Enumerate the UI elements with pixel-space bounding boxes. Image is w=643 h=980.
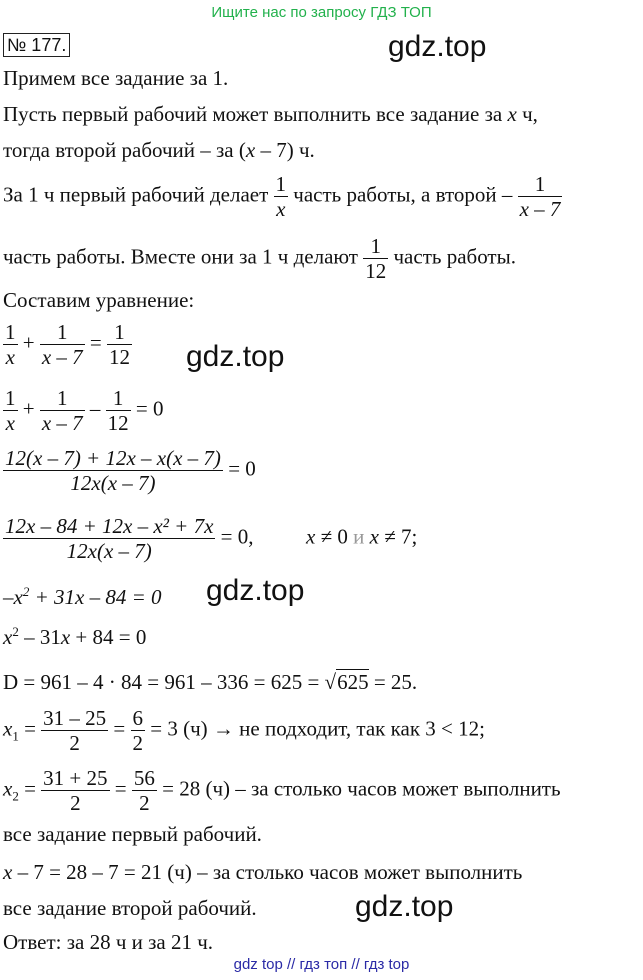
equation: $x^2 - 31x + 84 = 0$ xyxy=(3,624,147,649)
numerator: 56 xyxy=(133,766,155,790)
equation xyxy=(3,446,256,495)
variable: x xyxy=(507,102,517,126)
numerator: 1 xyxy=(275,172,287,196)
text-line xyxy=(3,860,522,885)
operator: + xyxy=(17,330,40,355)
text-line xyxy=(3,102,538,127)
numerator: 1 xyxy=(5,320,16,344)
denominator: x xyxy=(3,410,18,435)
variable: x xyxy=(245,138,256,162)
text-fragment: ч, xyxy=(516,102,538,126)
numerator: 1 xyxy=(112,386,124,410)
operator: = 0 xyxy=(130,396,164,421)
text-line xyxy=(3,172,562,221)
denominator: 12 xyxy=(109,345,131,369)
watermark: gdz.top xyxy=(388,30,487,63)
numerator: 1 xyxy=(5,386,16,410)
text-fragment: D = 961 – 4 · 84 = 961 – 336 = 625 = xyxy=(3,670,325,694)
operator: + xyxy=(17,396,40,421)
denominator: 2 xyxy=(41,730,108,755)
text-fragment: – 7 = 28 – 7 = 21 (ч) – за столько часов может выполнить xyxy=(12,860,523,884)
equation xyxy=(3,766,561,815)
text-line: Составим уравнение: xyxy=(3,288,195,312)
site-footer: gdz top // гдз топ // гдз top xyxy=(233,956,410,973)
numerator: 6 xyxy=(132,706,144,730)
equation: D = 961 – 4 · 84 = 961 – 336 = 625 = √625 = 25. xyxy=(3,670,418,694)
text-fragment: За 1 ч первый рабочий делает xyxy=(3,182,274,207)
equation xyxy=(3,706,485,755)
numerator: 31 + 25 xyxy=(43,766,108,790)
operator: = 0 xyxy=(222,456,256,481)
denominator: x – 7 xyxy=(41,411,83,435)
text-line: все задание первый рабочий. xyxy=(3,822,262,846)
text-line: Примем все задание за 1. xyxy=(3,66,229,90)
denominator: 2 xyxy=(132,790,157,815)
denominator: 12 xyxy=(365,259,387,283)
denominator: x xyxy=(274,196,289,221)
subscript: 2 xyxy=(12,788,19,804)
denominator: 12x(x – 7) xyxy=(3,538,215,563)
denominator: 2 xyxy=(41,790,109,815)
text-fragment: = 25. xyxy=(368,670,418,694)
watermark: gdz.top xyxy=(355,890,454,923)
operator: = xyxy=(109,776,132,801)
equation xyxy=(3,320,132,369)
numerator: 1 xyxy=(114,320,125,344)
text-line: все задание второй рабочий. xyxy=(3,896,257,920)
denominator: x – 7 xyxy=(519,197,561,221)
numerator: 31 – 25 xyxy=(43,706,107,730)
equation xyxy=(3,514,417,563)
operator: = xyxy=(84,330,108,355)
text-fragment: – 7) ч. xyxy=(255,138,315,162)
operator: = xyxy=(18,716,42,741)
answer-line: Ответ: за 28 ч и за 21 ч. xyxy=(3,930,214,954)
denominator: x xyxy=(3,344,18,369)
numerator: 12(x – 7) + 12x – x(x – 7) xyxy=(5,446,221,470)
numerator: 12x – 84 + 12x – x² + 7x xyxy=(5,514,214,538)
text-line xyxy=(3,234,516,283)
operator: = 0, xyxy=(215,524,254,549)
denominator: 12x(x – 7) xyxy=(3,470,223,495)
operator: = xyxy=(18,776,42,801)
text-fragment: часть работы, а второй – xyxy=(293,182,518,207)
denominator: 2 xyxy=(132,731,144,755)
site-banner: Ищите нас по запросу ГДЗ ТОП xyxy=(211,4,432,21)
numerator: 1 xyxy=(370,234,381,258)
variable: x xyxy=(3,860,13,884)
watermark: gdz.top xyxy=(186,340,285,373)
problem-number: № 177. xyxy=(3,33,70,57)
variable: x xyxy=(3,776,13,801)
operator: – xyxy=(84,396,106,421)
text-fragment: ≠ 7; xyxy=(378,524,418,549)
equation: $-x^2 + 31x - 84 = 0$ xyxy=(3,584,162,609)
text-fragment: = 3 (ч) → не подходит, так как 3 < 12; xyxy=(145,716,485,741)
operator: = xyxy=(108,716,131,741)
equation xyxy=(3,386,164,435)
denominator: 12 xyxy=(107,411,129,435)
text-fragment: часть работы. xyxy=(393,244,516,269)
text-fragment: Пусть первый рабочий может выполнить все задание за xyxy=(3,102,508,126)
denominator: x – 7 xyxy=(41,345,83,369)
fraction xyxy=(518,172,563,221)
text-fragment: часть работы. Вместе они за 1 ч делают xyxy=(3,244,364,269)
text-fragment: тогда второй рабочий – за ( xyxy=(3,138,246,162)
radicand: 625 xyxy=(337,670,369,694)
subscript: 1 xyxy=(12,728,19,744)
fraction xyxy=(274,172,289,221)
text-line xyxy=(3,138,315,163)
numerator: 1 xyxy=(57,386,68,410)
text-fragment: = 28 (ч) – за столько часов может выполнить xyxy=(156,776,561,801)
fraction xyxy=(363,234,388,283)
text-fragment: и xyxy=(353,524,365,549)
variable: x xyxy=(3,716,13,741)
variable: x xyxy=(306,524,316,549)
variable: x xyxy=(369,524,379,549)
text-fragment: ≠ 0 xyxy=(315,524,354,549)
numerator: 1 xyxy=(534,172,546,196)
numerator: 1 xyxy=(57,320,68,344)
watermark: gdz.top xyxy=(206,574,305,607)
